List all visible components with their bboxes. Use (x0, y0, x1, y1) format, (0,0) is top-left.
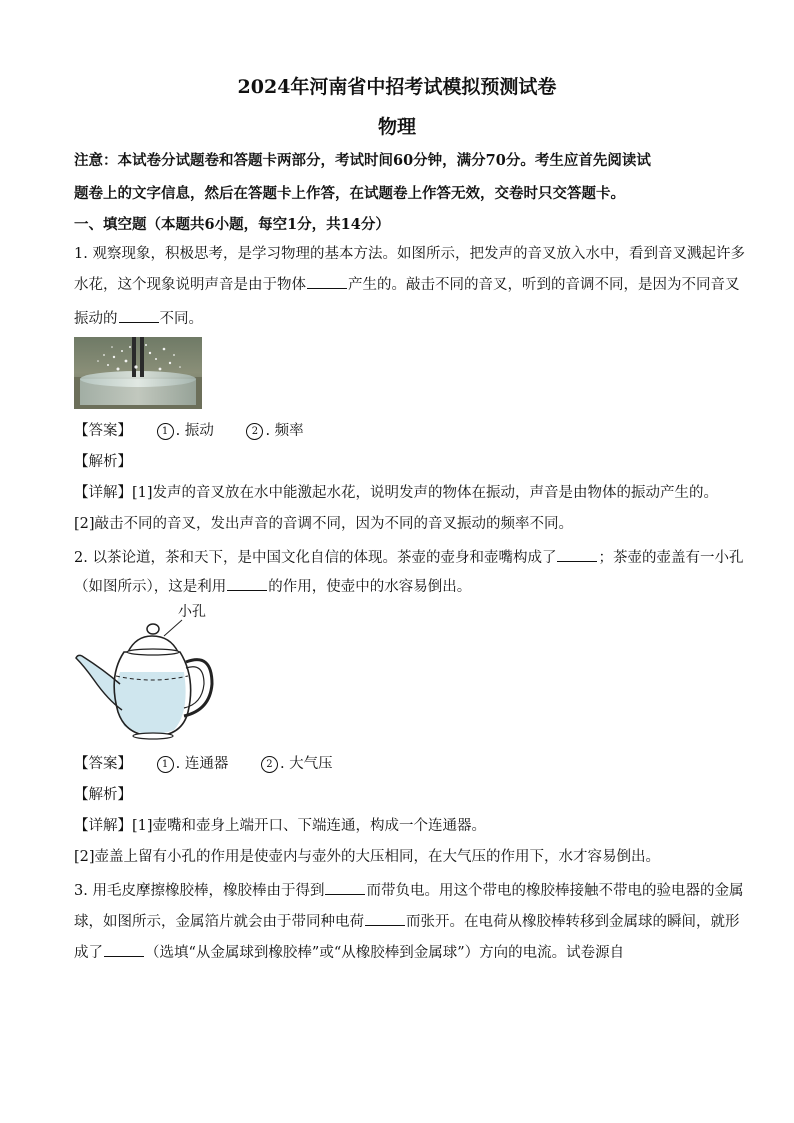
q2-text: 2. 以茶论道，茶和天下，是中国文化自信的体现。茶壶的壶身和壶嘴构成了 (74, 550, 557, 566)
q1-line-3 (74, 308, 724, 329)
subject-title: 物理 (377, 116, 416, 138)
q1-text: 水花，这个现象说明声音是由于物体 (74, 277, 306, 293)
answer-label: 【答案】 (74, 423, 132, 439)
answer-blank (104, 942, 144, 957)
q3-text: 3. 用毛皮摩擦橡胶棒，橡胶棒由于得到 (74, 883, 325, 899)
q3-text: （选填“从金属球到橡胶棒”或“从橡胶棒到金属球”）方向的电流。试卷源自 (145, 945, 625, 961)
answer-blank (365, 911, 405, 926)
answer-blank (307, 274, 347, 289)
q3-text: 而张开。在电荷从橡胶棒转移到金属球的瞬间，就形 (406, 914, 740, 930)
answer-blank (227, 576, 267, 591)
q1-detail: 【详解】[1]发声的音叉放在水中能激起水花，说明发声的物体在振动，声音是由物体的振动产生的。 (74, 485, 719, 501)
q1-line-1: 1. 观察现象，积极思考，是学习物理的基本方法。如图所示，把发声的音叉放入水中，看到音叉溅起许多 (74, 246, 745, 262)
q1-analysis-label: 【解析】 (74, 454, 132, 470)
section-heading: 一、填空题（本题共6小题，每空1分，共14分） (74, 216, 390, 233)
answer-text: . 大气压 (279, 756, 333, 772)
circled-number: 2 (261, 756, 278, 773)
q3-text: 而带负电。用这个带电的橡胶棒接触不带电的验电器的金属 (366, 883, 744, 899)
q1-text: 不同。 (159, 311, 203, 327)
q2-analysis-label: 【解析】 (74, 787, 132, 803)
answer-item (246, 421, 303, 441)
notice-line-1: 注意：本试卷分试题卷和答题卡两部分，考试时间60分钟，满分70分。考生应首先阅读试 (74, 152, 651, 169)
q2-answer (74, 754, 724, 774)
circled-number: 2 (246, 423, 263, 440)
answer-blank (119, 308, 159, 323)
answer-item (261, 754, 333, 774)
answer-text: . 频率 (265, 423, 304, 439)
q1-detail-2: [2]敲击不同的音叉，发出声音的音调不同，因为不同的音叉振动的频率不同。 (74, 516, 574, 532)
q2-text: 的作用，使壶中的水容易倒出。 (268, 579, 472, 595)
circled-number: 1 (157, 756, 174, 773)
q1-text: 产生的。敲击不同的音叉，听到的音调不同，是因为不同音叉 (348, 277, 740, 293)
q3-text: 球，如图所示，金属箔片就会由于带同种电荷 (74, 914, 364, 930)
answer-label: 【答案】 (74, 756, 132, 772)
q2-line-2 (74, 576, 724, 597)
q3-text: 成了 (74, 945, 103, 961)
answer-text: . 连通器 (175, 756, 229, 772)
q1-answer (74, 421, 724, 441)
q2-text: ；茶壶的壶盖有一小孔 (598, 550, 744, 566)
answer-item (157, 754, 229, 774)
answer-item (157, 421, 214, 441)
q2-line-1 (74, 547, 744, 568)
teapot-figure (74, 600, 220, 744)
notice-line-2: 题卷上的文字信息，然后在答题卡上作答，在试题卷上作答无效，交卷时只交答题卡。 (74, 185, 625, 202)
q2-detail: 【详解】[1]壶嘴和壶身上端开口、下端连通，构成一个连通器。 (74, 818, 487, 834)
q3-line-1 (74, 880, 744, 901)
answer-blank (325, 880, 365, 895)
q2-detail-2: [2]壶盖上留有小孔的作用是使壶内与壶外的大压相同，在大气压的作用下，水才容易倒出。 (74, 849, 661, 865)
answer-blank (557, 547, 597, 562)
page-title: 2024年河南省中招考试模拟预测试卷 (237, 76, 557, 98)
q2-text: （如图所示），这是利用 (74, 579, 227, 595)
q3-line-3 (74, 942, 724, 963)
answer-text: . 振动 (175, 423, 214, 439)
small-hole-label: 小孔 (178, 604, 206, 620)
tuning-fork-photo (74, 337, 202, 409)
q1-text: 振动的 (74, 311, 118, 327)
q1-line-2 (74, 274, 740, 295)
q3-line-2 (74, 911, 740, 932)
circled-number: 1 (157, 423, 174, 440)
